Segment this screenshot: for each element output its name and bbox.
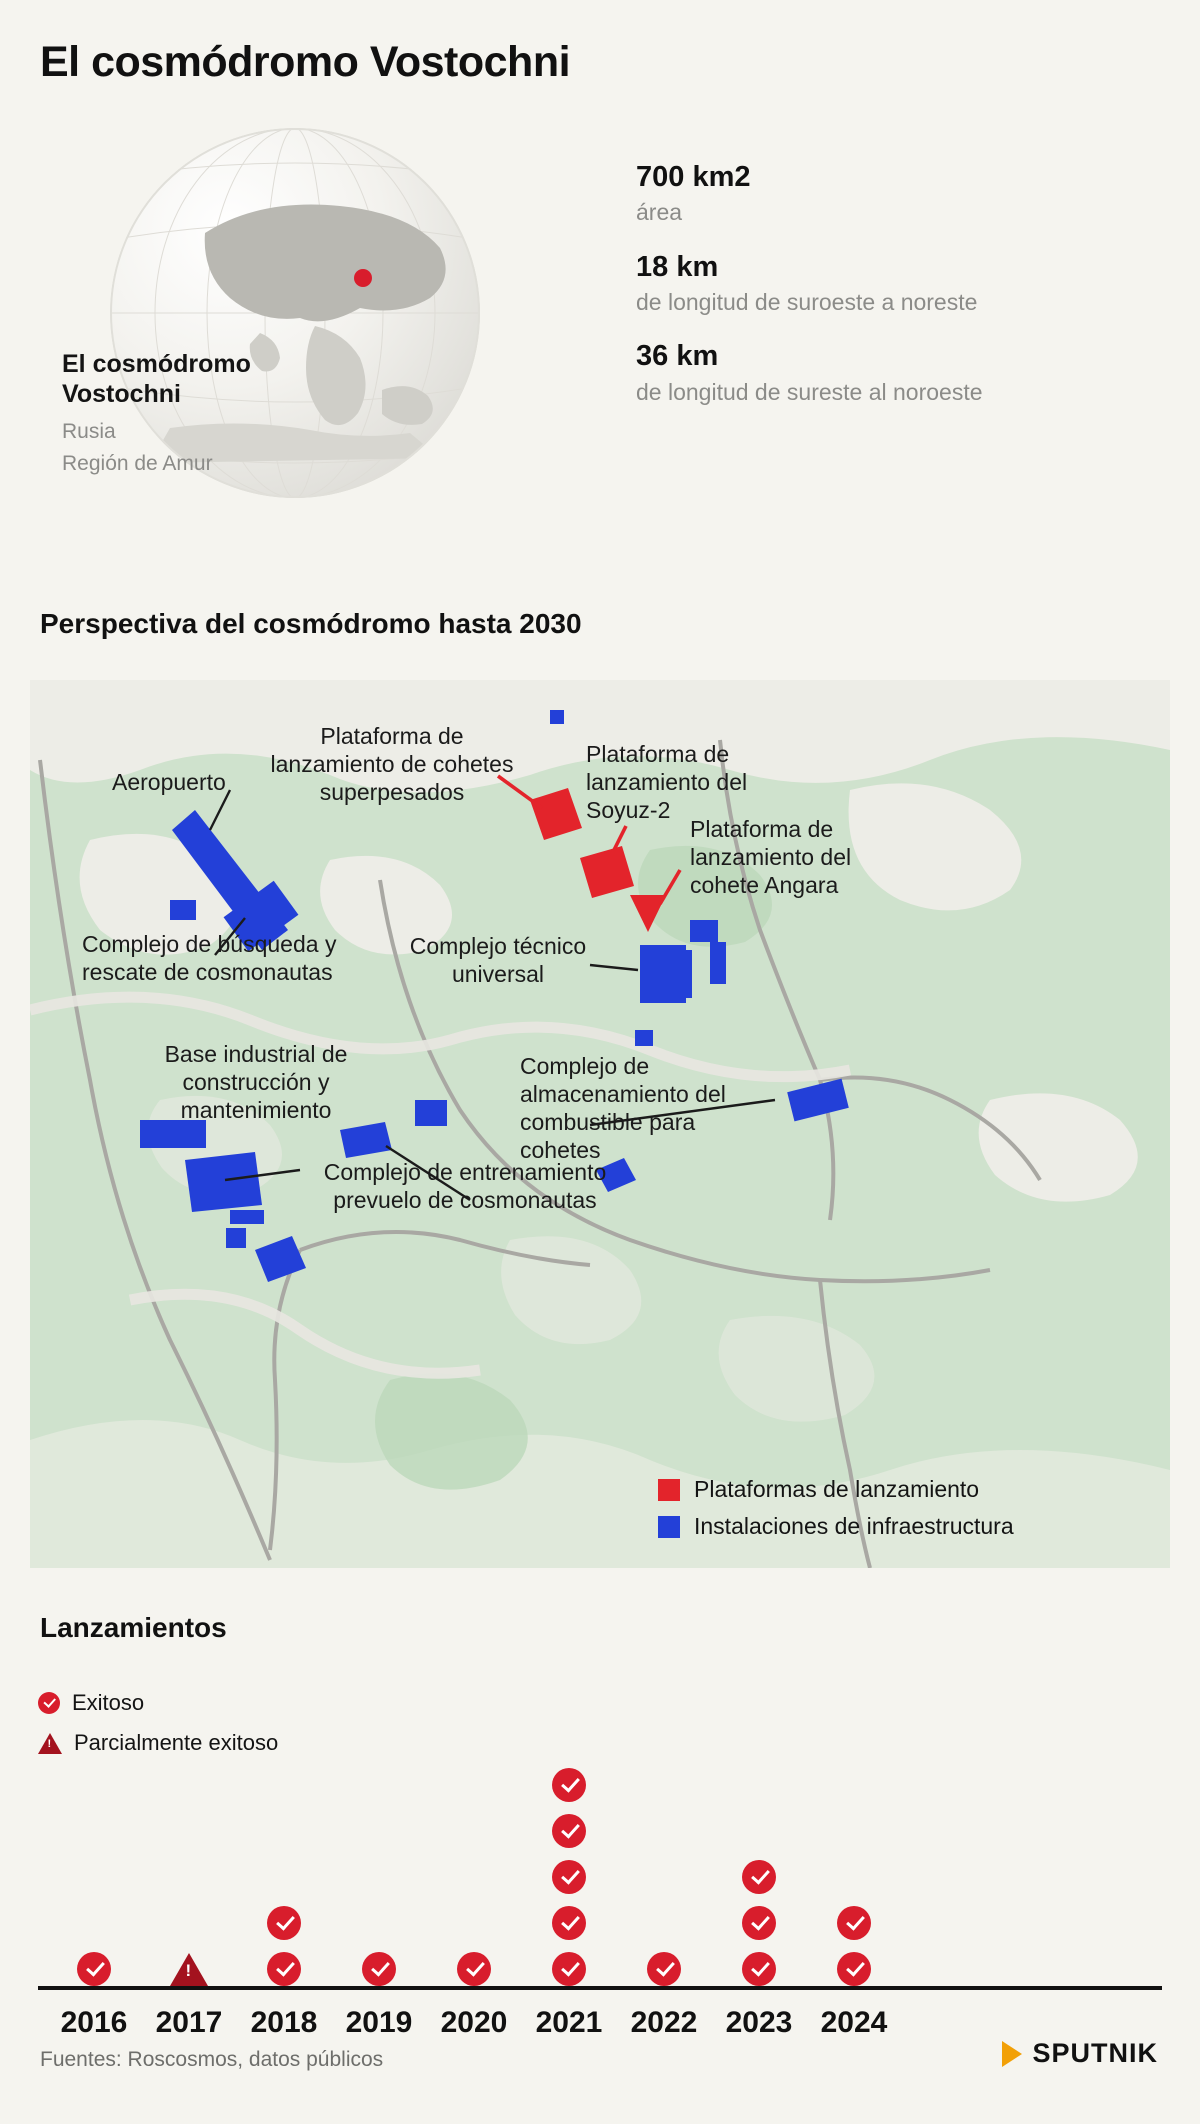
- launch-success-icon: [837, 1906, 871, 1940]
- globe-caption: [62, 350, 362, 479]
- launch-success-icon: [742, 1906, 776, 1940]
- launch-success-icon: [552, 1768, 586, 1802]
- fact-area-desc: área: [636, 199, 683, 226]
- fact-se-nw-value: 36 km: [636, 340, 719, 373]
- location-marker: [354, 269, 372, 287]
- facility-marker: [550, 710, 564, 724]
- launch-success-icon: [77, 1952, 111, 1986]
- cosmodrome-map: [30, 680, 1170, 1568]
- year-label-2021: 2021: [535, 2006, 603, 2039]
- map-label-rescate: Complejo de búsqueda y rescate de cosmonautas: [82, 931, 337, 986]
- legend-label-success: Exitoso: [72, 1690, 145, 1715]
- fact-sw-ne-desc: de longitud de suroeste a noreste: [636, 289, 978, 316]
- year-label-2022: 2022: [630, 2006, 698, 2039]
- globe-region: Región de Amur: [62, 452, 213, 476]
- legend-swatch-blue: [658, 1516, 680, 1538]
- fact-se-nw-desc: de longitud de sureste al noroeste: [636, 378, 983, 405]
- legend-swatch-red: [658, 1479, 680, 1501]
- fact-area: [636, 160, 1096, 228]
- launch-success-icon: [552, 1860, 586, 1894]
- source-note: Fuentes: Roscosmos, datos públicos: [40, 2048, 384, 2071]
- map-label-tecnico: Complejo técnico universal: [409, 933, 587, 988]
- launch-success-icon: [837, 1952, 871, 1986]
- launch-success-icon: [362, 1952, 396, 1986]
- map-label-combustible: Complejo de almacenamiento del combustible para cohetes: [520, 1053, 726, 1164]
- map-label-soyuz: Plataforma de lanzamiento del Soyuz-2: [586, 741, 748, 824]
- page-title: El cosmódromo Vostochni: [40, 38, 571, 86]
- year-column-2024: [798, 1992, 910, 2040]
- launch-success-icon: [267, 1906, 301, 1940]
- legend-item-pads: [658, 1476, 1158, 1503]
- year-label-2019: 2019: [345, 2006, 413, 2039]
- year-label-2020: 2020: [440, 2006, 508, 2039]
- launches-chart: [30, 1660, 1170, 2040]
- year-dots-2024: [798, 1906, 910, 1986]
- globe-location-name: El cosmódromo Vostochni: [62, 350, 251, 408]
- fact-sw-ne-value: 18 km: [636, 250, 719, 283]
- year-label-2018: 2018: [250, 2006, 318, 2039]
- legend-label-infrastructure: Instalaciones de infraestructura: [694, 1513, 1014, 1539]
- map-label-angara: Plataforma de lanzamiento del cohete Angara: [690, 816, 852, 899]
- fact-sw-ne: [636, 250, 1096, 318]
- year-label-2016: 2016: [60, 2006, 128, 2039]
- key-facts: [636, 160, 1096, 429]
- map-label-entrenamiento: Complejo de entrenamiento prevuelo de cosmonautas: [323, 1159, 607, 1214]
- legend-item-infrastructure: [658, 1513, 1158, 1540]
- map-label-aeropuerto: Aeropuerto: [112, 769, 226, 795]
- map-legend: [658, 1476, 1158, 1550]
- launch-success-icon: [552, 1906, 586, 1940]
- year-label-2024: 2024: [820, 2006, 888, 2039]
- play-triangle-icon: [1002, 2041, 1022, 2067]
- year-columns: [30, 1660, 1170, 2040]
- map-label-industrial: Base industrial de construcción y mantenimiento: [164, 1041, 348, 1124]
- legend-label-partial: Parcialmente exitoso: [74, 1730, 279, 1755]
- year-label-2017: 2017: [155, 2006, 223, 2039]
- launch-success-icon: [647, 1952, 681, 1986]
- brand-name: SPUTNIK: [1032, 2038, 1158, 2068]
- map-section-heading: Perspectiva del cosmódromo hasta 2030: [40, 608, 582, 639]
- launch-success-icon: [552, 1952, 586, 1986]
- launch-success-icon: [742, 1952, 776, 1986]
- launch-success-icon: [552, 1814, 586, 1848]
- launch-success-icon: [267, 1952, 301, 1986]
- fact-se-nw: [636, 339, 1096, 407]
- year-label-2023: 2023: [725, 2006, 793, 2039]
- launch-success-icon: [457, 1952, 491, 1986]
- launch-partial-icon: [170, 1953, 208, 1986]
- legend-label-pads: Plataformas de lanzamiento: [694, 1476, 980, 1502]
- globe-country: Rusia: [62, 420, 116, 443]
- fact-area-value: 700 km2: [636, 161, 751, 193]
- map-label-superpesados: Plataforma de lanzamiento de cohetes superpesados: [270, 723, 514, 806]
- launches-section-heading: Lanzamientos: [40, 1612, 227, 1643]
- globe-illustration: [62, 128, 480, 498]
- sputnik-logo: [1002, 2038, 1158, 2069]
- launch-success-icon: [742, 1860, 776, 1894]
